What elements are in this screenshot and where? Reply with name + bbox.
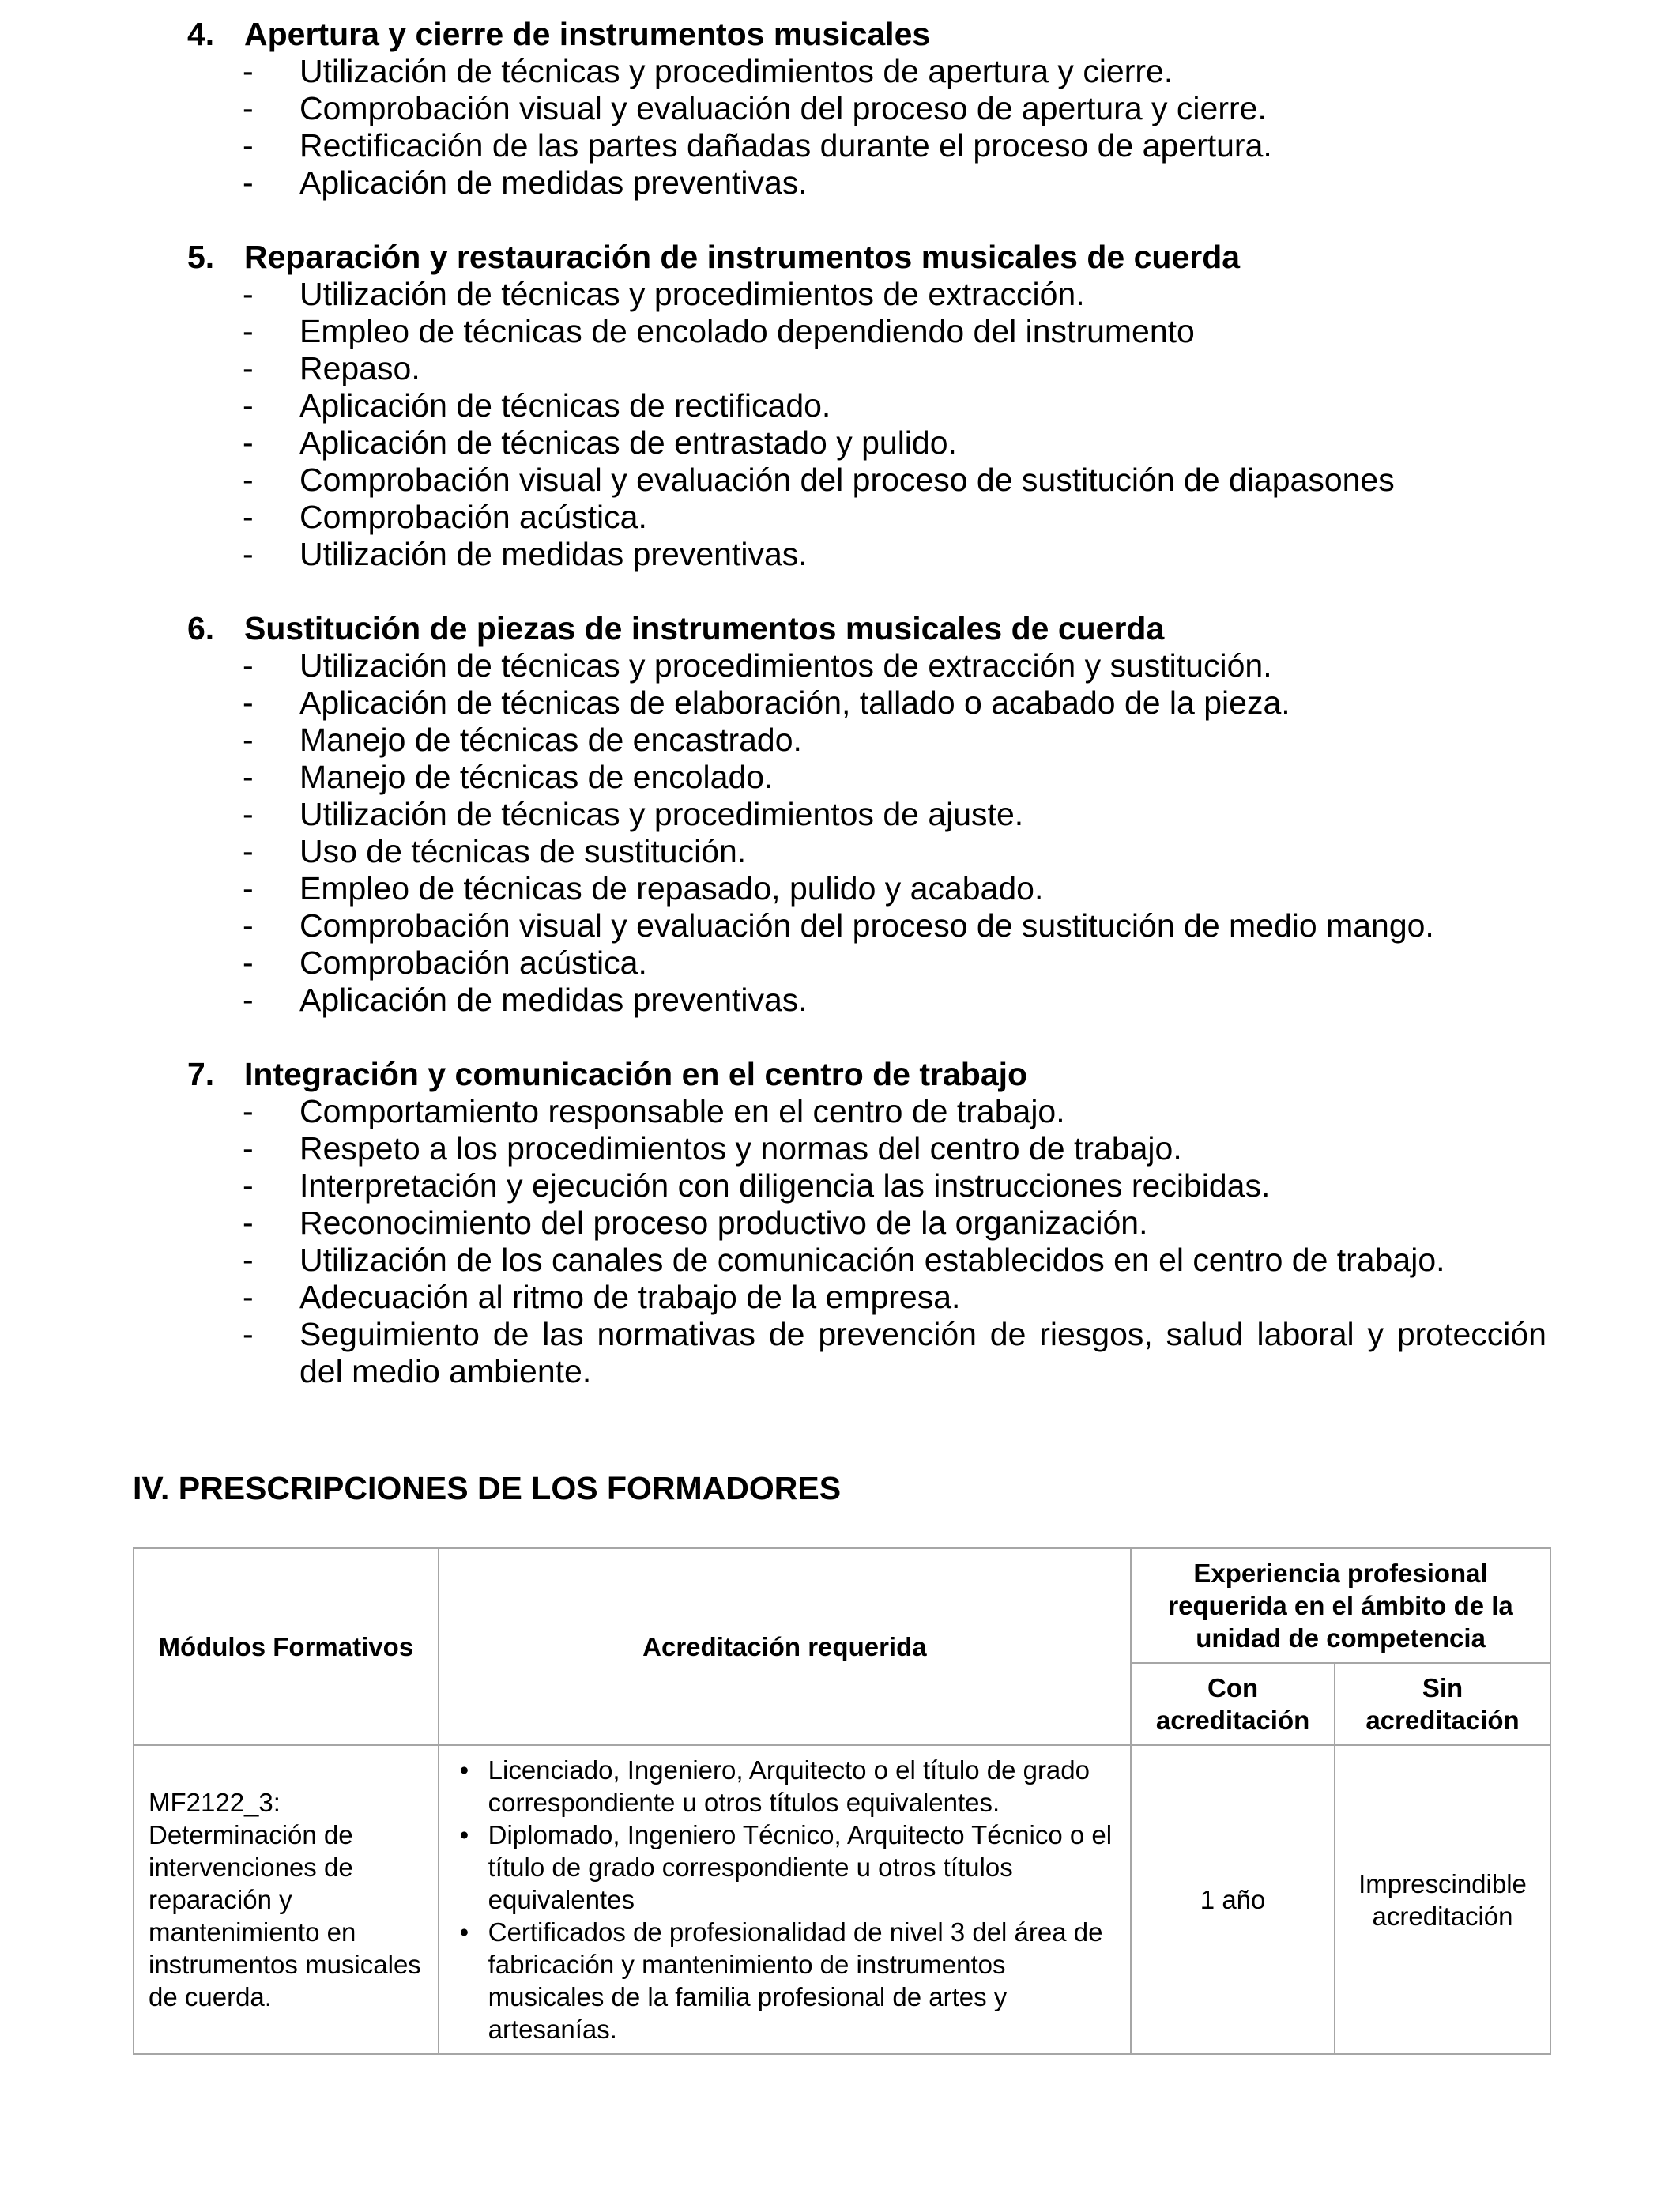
list-item-text: Reconocimiento del proceso productivo de la organización. [299,1204,1148,1241]
dash-marker: - [243,127,254,164]
header-modules: Módulos Formativos [134,1548,439,1745]
list-item [187,759,1546,796]
list-item-text: Utilización de técnicas y procedimientos de extracción. [299,276,1085,312]
list-item [187,796,1546,833]
section-title: Integración y comunicación en el centro de trabajo [244,1056,1028,1092]
dash-marker: - [243,1242,254,1278]
dash-marker: - [243,387,254,424]
dash-marker: - [243,944,254,981]
dash-marker: - [243,759,254,795]
trainer-requirements-table [133,1547,1551,2055]
dash-marker: - [243,796,254,832]
dash-marker: - [243,1279,254,1315]
accreditation-cell [439,1745,1132,2054]
list-item [187,164,1546,202]
list-item [187,722,1546,759]
list-item [187,982,1546,1019]
list-item [187,276,1546,313]
bullet-marker: • [459,1917,469,1947]
content-section-7 [187,1056,1546,1390]
list-item [187,1242,1546,1279]
list-item-text: Comprobación acústica. [299,944,647,981]
section-number: 6. [187,610,215,647]
list-item [187,1204,1546,1242]
accreditation-list [454,1754,1117,2045]
dash-marker: - [243,350,254,386]
list-item-text: Respeto a los procedimientos y normas del centro de trabajo. [299,1130,1182,1167]
list-item-text: Aplicación de técnicas de elaboración, tallado o acabado de la pieza. [299,684,1290,721]
list-item-text: Certificados de profesionalidad de nivel 3 del área de fabricación y mantenimiento de instrumentos musicales de la familia profesional de artes y artesanías. [488,1917,1103,2044]
dash-marker: - [243,833,254,869]
with-accreditation-cell: 1 año [1131,1745,1335,2054]
list-item [187,647,1546,684]
list-item-text: Utilización de técnicas y procedimientos de extracción y sustitución. [299,647,1272,684]
list-item [187,1316,1546,1390]
list-item [454,1819,1117,1916]
dash-marker: - [243,499,254,535]
list-item-text: Interpretación y ejecución con diligencia las instrucciones recibidas. [299,1167,1271,1204]
dash-marker: - [243,1204,254,1241]
list-item-text: Licenciado, Ingeniero, Arquitecto o el título de grado correspondiente u otros títulos equivalentes. [488,1755,1090,1817]
list-item-text: Utilización de medidas preventivas. [299,536,808,572]
list-item-text: Adecuación al ritmo de trabajo de la empresa. [299,1279,961,1315]
section-items [187,1093,1546,1390]
dash-marker: - [243,276,254,312]
header-accreditation: Acreditación requerida [439,1548,1132,1745]
list-item-text: Comprobación visual y evaluación del proceso de sustitución de diapasones [299,462,1395,498]
dash-marker: - [243,684,254,721]
list-item-text: Empleo de técnicas de encolado dependiendo del instrumento [299,313,1195,349]
section-heading [187,610,1546,647]
bullet-marker: • [459,1820,469,1849]
prescriptions-heading: IV. PRESCRIPCIONES DE LOS FORMADORES [133,1470,842,1506]
list-item-text: Utilización de técnicas y procedimientos de apertura y cierre. [299,53,1173,89]
list-item-text: Aplicación de técnicas de entrastado y pulido. [299,424,957,461]
content-section-4 [187,16,1546,202]
list-item-text: Repaso. [299,350,420,386]
list-item [187,684,1546,722]
list-item [187,1279,1546,1316]
list-item [187,127,1546,164]
list-item [454,1916,1117,2045]
dash-marker: - [243,164,254,201]
section-items [187,647,1546,1019]
section-number: 5. [187,239,215,275]
dash-marker: - [243,462,254,498]
list-item [187,90,1546,127]
dash-marker: - [243,870,254,907]
list-item [187,1130,1546,1167]
without-accreditation-cell: Imprescindible acreditación [1335,1745,1550,2054]
section-heading [187,1056,1546,1093]
dash-marker: - [243,647,254,684]
list-item-text: Manejo de técnicas de encolado. [299,759,774,795]
section-title: Reparación y restauración de instrumentos musicales de cuerda [244,239,1241,275]
module-cell: MF2122_3: Determinación de intervenciones de reparación y mantenimiento en instrumentos musicales de cuerda. [134,1745,439,2054]
dash-marker: - [243,1130,254,1167]
list-item [187,53,1546,90]
dash-marker: - [243,313,254,349]
list-item-text: Comprobación visual y evaluación del proceso de apertura y cierre. [299,90,1267,126]
list-item [187,313,1546,350]
list-item-text: Uso de técnicas de sustitución. [299,833,747,869]
section-items [187,276,1546,573]
list-item [187,907,1546,944]
list-item-text: Rectificación de las partes dañadas durante el proceso de apertura. [299,127,1272,164]
dash-marker: - [243,1093,254,1129]
header-with-accreditation: Con acreditación [1131,1663,1335,1745]
list-item [187,1167,1546,1204]
dash-marker: - [243,722,254,758]
table-header-row [134,1548,1550,1663]
dash-marker: - [243,982,254,1018]
section-title: Apertura y cierre de instrumentos musicales [244,16,931,52]
list-item [187,1093,1546,1130]
section-number: 4. [187,16,215,52]
dash-marker: - [243,1167,254,1204]
dash-marker: - [243,907,254,944]
list-item-text: Aplicación de técnicas de rectificado. [299,387,831,424]
list-item-text: Utilización de técnicas y procedimientos de ajuste. [299,796,1024,832]
list-item-text: Aplicación de medidas preventivas. [299,982,808,1018]
list-item [187,350,1546,387]
list-item [187,424,1546,462]
list-item-text: Comprobación visual y evaluación del proceso de sustitución de medio mango. [299,907,1434,944]
list-item [187,387,1546,424]
content-section-6 [187,610,1546,1019]
dash-marker: - [243,1316,254,1352]
header-experience: Experiencia profesional requerida en el ámbito de la unidad de competencia [1131,1548,1550,1663]
content-section-5 [187,239,1546,573]
list-item-text: Aplicación de medidas preventivas. [299,164,808,201]
list-item-text: Comprobación acústica. [299,499,647,535]
list-item-text: Seguimiento de las normativas de prevención de riesgos, salud laboral y protección del medio ambiente. [299,1316,1546,1389]
dash-marker: - [243,90,254,126]
list-item-text: Diplomado, Ingeniero Técnico, Arquitecto Técnico o el título de grado correspondiente u otros títulos equivalentes [488,1820,1113,1914]
list-item-text: Utilización de los canales de comunicación establecidos en el centro de trabajo. [299,1242,1445,1278]
list-item-text: Empleo de técnicas de repasado, pulido y acabado. [299,870,1044,907]
list-item-text: Manejo de técnicas de encastrado. [299,722,802,758]
list-item [187,944,1546,982]
bullet-marker: • [459,1755,469,1785]
list-item [454,1754,1117,1819]
list-item [187,870,1546,907]
section-heading [187,16,1546,53]
header-without-accreditation: Sin acreditación [1335,1663,1550,1745]
list-item [187,833,1546,870]
dash-marker: - [243,536,254,572]
list-item [187,536,1546,573]
list-item-text: Comportamiento responsable en el centro de trabajo. [299,1093,1065,1129]
section-number: 7. [187,1056,215,1092]
section-title: Sustitución de piezas de instrumentos musicales de cuerda [244,610,1165,647]
list-item [187,462,1546,499]
section-items [187,53,1546,202]
table-row [134,1745,1550,2054]
list-item [187,499,1546,536]
section-heading [187,239,1546,276]
dash-marker: - [243,53,254,89]
dash-marker: - [243,424,254,461]
